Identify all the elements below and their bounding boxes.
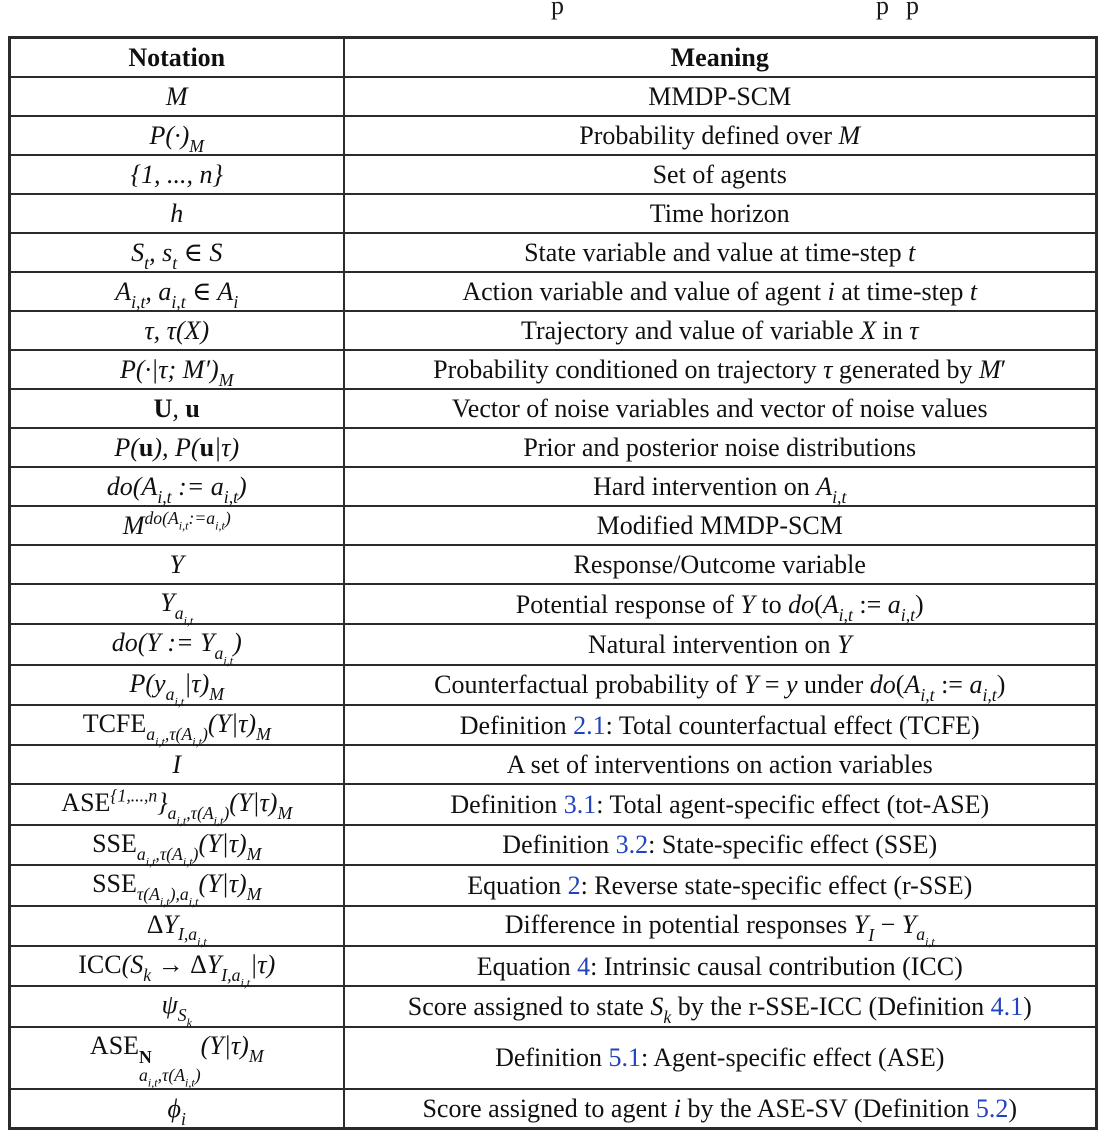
reference-link[interactable]: 4.1 xyxy=(990,991,1024,1021)
table-row xyxy=(10,272,1097,311)
table-row xyxy=(10,467,1097,506)
meaning-cell: Trajectory and value of variable X in τ xyxy=(344,311,1097,350)
caption-cutoff-mark: p xyxy=(906,0,919,20)
meaning-cell: Definition 3.2: State-specific effect (SSE) xyxy=(344,825,1097,865)
notation-cell: do(Y := $Y_{a_{i,t}}$) xyxy=(10,624,344,664)
table-row xyxy=(10,906,1097,946)
meaning-cell: Probability defined over M xyxy=(344,116,1097,155)
meaning-cell: Equation 4: Intrinsic causal contribution (ICC) xyxy=(344,946,1097,986)
meaning-cell: Counterfactual probability of Y = y under $do(A_{i,t}$ := $a_{i,t}$) xyxy=(344,665,1097,705)
meaning-cell: State variable and value at time-step t xyxy=(344,233,1097,272)
notation-cell: M xyxy=(10,77,344,116)
notation-cell: $\phi_i$ xyxy=(10,1089,344,1129)
meaning-cell: Definition 3.1: Total agent-specific effect (tot-ASE) xyxy=(344,784,1097,824)
reference-link[interactable]: 2 xyxy=(567,870,581,900)
table-row xyxy=(10,77,1097,116)
table-row xyxy=(10,986,1097,1026)
meaning-cell: Potential response of Y to $do(A_{i,t}$ := $a_{i,t}$) xyxy=(344,584,1097,624)
meaning-cell: Action variable and value of agent i at time-step t xyxy=(344,272,1097,311)
notation-cell: I xyxy=(10,745,344,784)
reference-link[interactable]: 4 xyxy=(577,951,591,981)
meaning-cell: MMDP-SCM xyxy=(344,77,1097,116)
table-row xyxy=(10,506,1097,545)
table-row xyxy=(10,665,1097,705)
table-row xyxy=(10,389,1097,428)
reference-link[interactable]: 2.1 xyxy=(573,710,606,740)
meaning-cell: Score assigned to agent i by the ASE-SV (Definition 5.2) xyxy=(344,1089,1097,1129)
meaning-cell: Natural intervention on Y xyxy=(344,624,1097,664)
reference-link[interactable]: 5.2 xyxy=(975,1093,1009,1123)
notation-cell: $P(y_{a_{i,t}}|\tau)_M$ xyxy=(10,665,344,705)
table-row xyxy=(10,350,1097,389)
table-row xyxy=(10,428,1097,467)
table-row xyxy=(10,624,1097,664)
notation-cell: $SSE_{\tau(A_{i,t}),a_{i,t}}(Y|\tau)_M$ xyxy=(10,865,344,905)
notation-cell: $\Delta Y_{I,a_{i,t}}$ xyxy=(10,906,344,946)
notation-cell: ASE N $a_{i,t},\tau(A_{i,t})$ $(Y|\tau)_M$ xyxy=(10,1027,344,1089)
notation-cell: $A_{i,t}$, $a_{i,t}$ ∈ $A_i$ xyxy=(10,272,344,311)
notation-cell: $TCFE_{a_{i,t},\tau(A_{i,t})}(Y|\tau)_M$ xyxy=(10,705,344,745)
meaning-cell: Hard intervention on $A_{i,t}$ xyxy=(344,467,1097,506)
column-header-meaning: Meaning xyxy=(344,38,1097,78)
table-row xyxy=(10,233,1097,272)
table-row xyxy=(10,1089,1097,1129)
notation-cell: $M^{do(A_{i,t}:=a_{i,t})}$ xyxy=(10,506,344,545)
table-row xyxy=(10,155,1097,194)
meaning-cell: Equation 2: Reverse state-specific effect (r-SSE) xyxy=(344,865,1097,905)
notation-cell: {1, ..., n} xyxy=(10,155,344,194)
notation-cell: $\psi_{S_k}$ xyxy=(10,986,344,1026)
notation-cell: $P(\cdot)_M$ xyxy=(10,116,344,155)
notation-cell: $ASE^{\{1,...,n}\}_{a_{i,t},\tau(A_{i,t})}(Y|\tau)_M$ xyxy=(10,784,344,824)
meaning-cell: Prior and posterior noise distributions xyxy=(344,428,1097,467)
meaning-cell: A set of interventions on action variables xyxy=(344,745,1097,784)
table-row xyxy=(10,865,1097,905)
notation-cell: P(·|τ; $M')_M$ xyxy=(10,350,344,389)
table-row xyxy=(10,311,1097,350)
notation-table-body xyxy=(10,77,1097,1128)
notation-cell: $Y_{a_{i,t}}$ xyxy=(10,584,344,624)
notation-cell: τ, τ(X) xyxy=(10,311,344,350)
caption-cutoff-mark: p xyxy=(876,0,889,20)
notation-cell: $do(A_{i,t}$ := $a_{i,t}$) xyxy=(10,467,344,506)
caption-cutoff-mark: p xyxy=(551,0,564,20)
table-row xyxy=(10,946,1097,986)
notation-cell: $S_t$, $s_t$ ∈ S xyxy=(10,233,344,272)
meaning-cell: Score assigned to state $S_k$ by the r-SSE-ICC (Definition 4.1) xyxy=(344,986,1097,1026)
table-row xyxy=(10,705,1097,745)
table-row xyxy=(10,1027,1097,1089)
table-row xyxy=(10,584,1097,624)
notation-cell: h xyxy=(10,194,344,233)
notation-cell: Y xyxy=(10,545,344,584)
column-header-notation: Notation xyxy=(10,38,344,78)
meaning-cell: Difference in potential responses $Y_I - Y_{a_{i,t}}$ xyxy=(344,906,1097,946)
table-row xyxy=(10,194,1097,233)
notation-cell: $SSE_{a_{i,t},\tau(A_{i,t})}(Y|\tau)_M$ xyxy=(10,825,344,865)
notation-cell: P(u), P(u|τ) xyxy=(10,428,344,467)
meaning-cell: Set of agents xyxy=(344,155,1097,194)
table-row xyxy=(10,825,1097,865)
reference-link[interactable]: 3.2 xyxy=(615,830,649,860)
notation-table-head xyxy=(10,38,1097,78)
notation-cell: $ICC(S_k \to \Delta Y_{I,a_{i,t}}|\tau)$ xyxy=(10,946,344,986)
meaning-cell: Definition 2.1: Total counterfactual effect (TCFE) xyxy=(344,705,1097,745)
meaning-cell: Modified MMDP-SCM xyxy=(344,506,1097,545)
meaning-cell: Probability conditioned on trajectory τ generated by M′ xyxy=(344,350,1097,389)
table-row xyxy=(10,745,1097,784)
reference-link[interactable]: 5.1 xyxy=(608,1043,641,1073)
table-row xyxy=(10,116,1097,155)
header-row xyxy=(10,38,1097,78)
notation-table xyxy=(8,36,1098,1130)
meaning-cell: Response/Outcome variable xyxy=(344,545,1097,584)
meaning-cell: Time horizon xyxy=(344,194,1097,233)
table-row xyxy=(10,784,1097,824)
reference-link[interactable]: 3.1 xyxy=(563,790,597,820)
meaning-cell: Definition 5.1: Agent-specific effect (ASE) xyxy=(344,1027,1097,1089)
meaning-cell: Vector of noise variables and vector of noise values xyxy=(344,389,1097,428)
notation-cell: U, u xyxy=(10,389,344,428)
table-row xyxy=(10,545,1097,584)
